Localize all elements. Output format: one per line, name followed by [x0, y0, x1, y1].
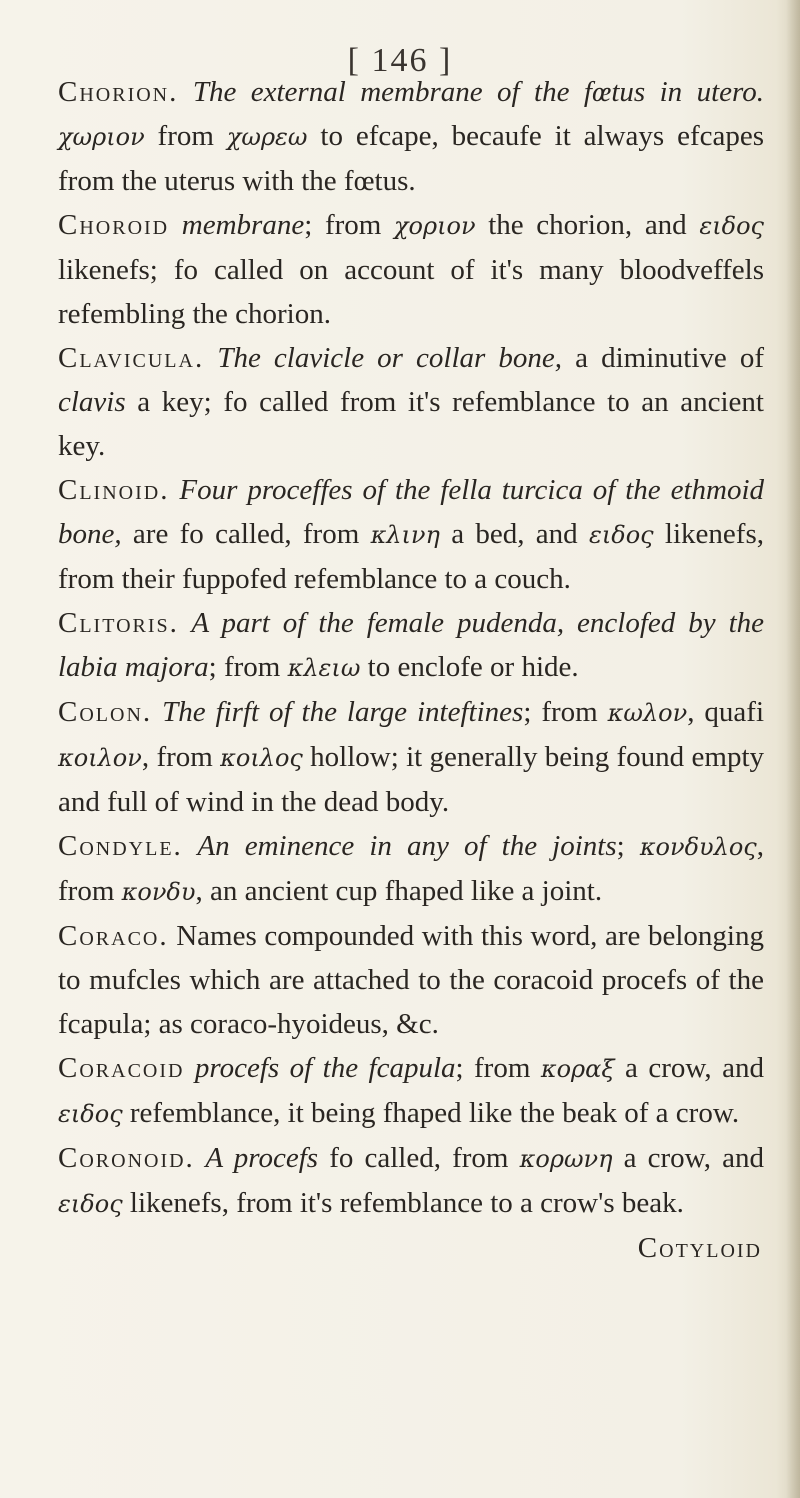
greek-word: κορωνη: [519, 1145, 613, 1173]
entry-text: Names compounded with this word, are belonging to mufcles which are attached to the coracoid procefs of the fcapula; as coraco-hyoideus, &c.: [58, 920, 764, 1040]
entry-term: Colon.: [58, 696, 153, 728]
glossary-entry: [58, 1046, 764, 1136]
entry-text: a crow, and: [614, 1052, 764, 1084]
entry-text: a key; fo called from it's refemblance to an ancient key.: [58, 386, 764, 462]
entry-text: ; from: [304, 209, 394, 241]
greek-word: ειδος: [699, 212, 764, 240]
entry-text: , from: [58, 830, 764, 907]
greek-word: κονδυλος: [639, 833, 757, 861]
catchword: Cotyloid: [637, 1232, 762, 1264]
entry-term: Coracoid: [58, 1052, 185, 1084]
entry-text: a bed, and: [439, 518, 589, 550]
entry-text: ; from: [208, 651, 288, 683]
greek-word: κλινη: [370, 521, 440, 549]
entry-term: Clavicula.: [58, 342, 205, 374]
entry-text: , quafi: [687, 696, 765, 728]
greek-word: ειδος: [58, 1100, 123, 1128]
entry-term: Coronoid.: [58, 1142, 195, 1174]
glossary-entry: [58, 70, 764, 203]
glossary-entry: [58, 601, 764, 690]
entry-term: Coraco.: [58, 920, 169, 952]
greek-word: κοιλον: [58, 744, 142, 772]
greek-word: ειδος: [588, 521, 654, 549]
entry-term: Clinoid.: [58, 474, 170, 506]
entry-text: likenefs; fo called on account of it's many bloodveffels refembling the chorion.: [58, 254, 764, 330]
entry-definition: The firft of the large inteftines: [152, 696, 524, 728]
greek-word: χωρεω: [226, 123, 308, 151]
glossary-entry: [58, 1136, 764, 1226]
greek-word: κονδυ: [121, 878, 196, 906]
entry-term: Condyle.: [58, 830, 183, 862]
entry-text: to enclofe or hide.: [360, 651, 579, 683]
entry-term: Choroid: [58, 209, 170, 241]
entry-text: a crow, and: [612, 1142, 764, 1174]
page-number: [ 146 ]: [347, 42, 453, 79]
glossary-entry: [58, 468, 764, 601]
entry-definition: A procefs: [194, 1142, 319, 1174]
glossary-entry: [58, 336, 764, 468]
entry-text: likenefs, from it's refemblance to a crow's beak.: [122, 1187, 684, 1219]
greek-word: κωλον: [607, 699, 688, 727]
glossary-entry: [58, 914, 764, 1046]
entry-term: Chorion.: [58, 76, 179, 108]
glossary-entry: [58, 824, 764, 914]
entry-text: fo called, from: [318, 1142, 520, 1174]
entry-text: likenefs, from their fuppofed refemblance to a couch.: [58, 518, 764, 595]
greek-word: κοιλος: [220, 744, 303, 772]
entry-text: hollow; it generally being found empty and full of wind in the dead body.: [58, 741, 764, 818]
entry-text: , an ancient cup fhaped like a joint.: [195, 875, 603, 907]
greek-word: κοραξ: [540, 1055, 615, 1083]
entry-term: Clitoris.: [58, 607, 179, 639]
entry-definition: membrane: [169, 209, 305, 241]
glossary-entry: [58, 203, 764, 336]
entry-text: from: [144, 120, 227, 152]
entry-text: ;: [616, 830, 640, 862]
entry-definition: Four proceffes of the fella turcica of the ethmoid bone,: [58, 474, 764, 550]
entry-definition: The external membrane of the fœtus in utero.: [178, 76, 764, 108]
entry-text: are fo called, from: [121, 518, 371, 550]
greek-word: χωριον: [58, 123, 145, 151]
greek-word: χοριον: [393, 212, 476, 240]
entry-definition: procefs of the fcapula: [184, 1052, 456, 1084]
greek-word: ειδος: [58, 1190, 123, 1218]
greek-word: κλειω: [287, 654, 361, 682]
entry-definition: An eminence in any of the joints: [182, 830, 617, 862]
glossary-body: [58, 70, 764, 1270]
entry-definition: The clavicle or collar bone,: [204, 342, 563, 374]
page-edge-shadow: [786, 0, 800, 1498]
entry-text: refemblance, it being fhaped like the beak of a crow.: [122, 1097, 740, 1129]
glossary-entry: [58, 690, 764, 824]
entry-text: , from: [141, 741, 221, 773]
entry-text: to efcape, becaufe it always efcapes from the uterus with the fœtus.: [58, 120, 764, 197]
entry-definition: A part of the female pudenda, enclofed by the labia majora: [58, 607, 764, 683]
entry-text: ; from: [523, 696, 608, 728]
entry-definition: clavis: [58, 386, 126, 418]
entry-text: a diminutive of: [562, 342, 764, 374]
entry-text: the chorion, and: [475, 209, 700, 241]
entry-text: ; from: [455, 1052, 541, 1084]
